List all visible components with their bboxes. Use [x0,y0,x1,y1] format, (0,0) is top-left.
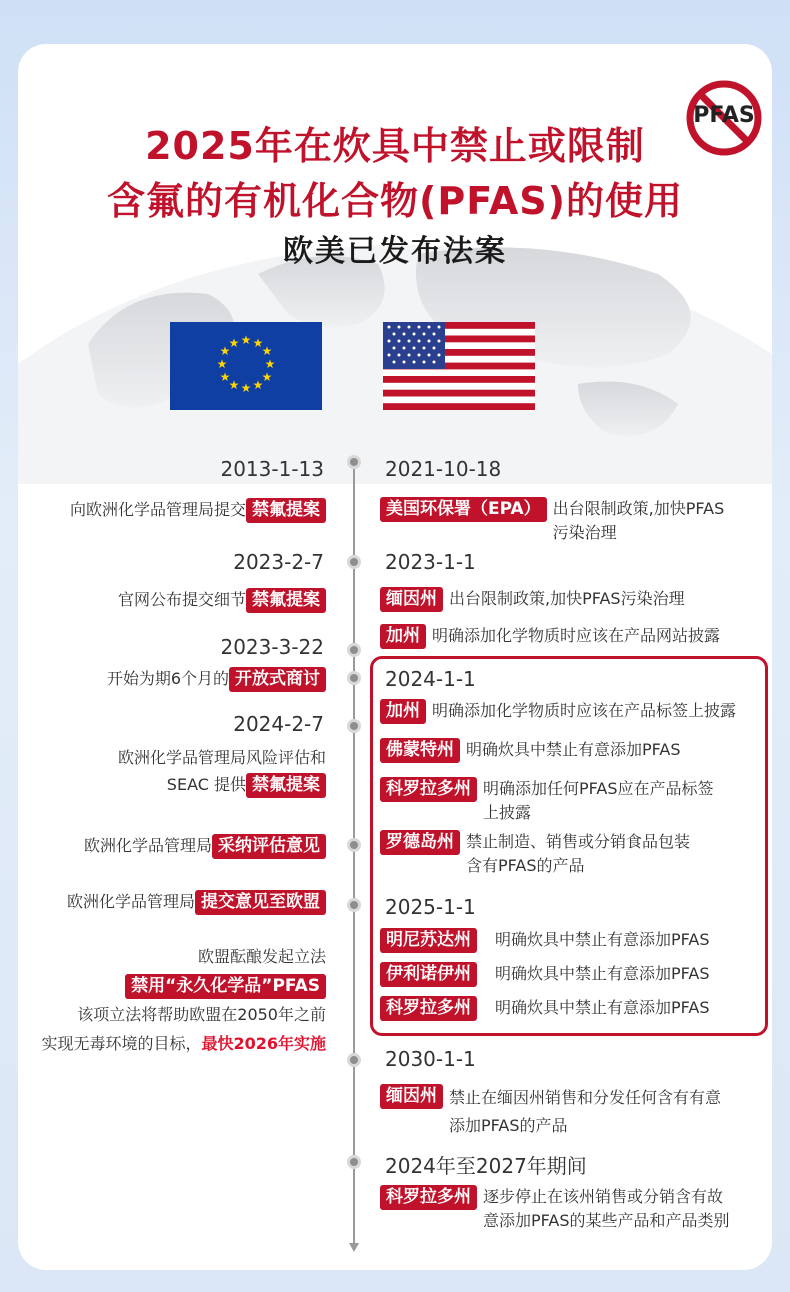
us-event-text: 上披露 [483,803,532,822]
eu-date: 2023-3-22 [220,635,324,659]
us-event-text: 逐步停止在该州销售或分销含有故 [483,1187,724,1206]
timeline-dot [347,643,361,657]
us-date: 2023-1-1 [385,550,476,574]
us-event-text: 禁止制造、销售或分销食品包装 [466,832,691,851]
eu-event-text: SEAC 提供 [166,775,246,794]
timeline-dot [347,898,361,912]
us-event-text: 明确添加任何PFAS应在产品标签 [483,779,714,798]
us-event-text: 添加PFAS的产品 [449,1116,568,1135]
us-event-tag: 缅因州 [380,587,443,612]
pfas-badge-text: PFAS [693,103,755,128]
eu-event-text: 实现无毒环境的目标， [41,1034,202,1053]
us-event [380,497,724,545]
us-event [380,1084,721,1140]
svg-text:★: ★ [228,336,240,350]
svg-text:★: ★ [219,370,231,384]
us-event [380,777,714,825]
eu-event [41,942,326,1058]
eu-event-tag: 采纳评估意见 [212,834,326,859]
svg-text:★: ★ [261,370,273,384]
eu-event-text: 向欧洲化学品管理局提交 [69,500,246,519]
eu-date: 2023-2-7 [233,550,324,574]
us-event-tag: 加州 [380,624,426,649]
eu-event [118,586,326,613]
svg-text:★: ★ [240,333,252,347]
eu-event-tag: 禁氟提案 [246,588,326,613]
timeline-dot [347,719,361,733]
timeline-dot [347,455,361,469]
us-event [380,962,710,987]
timeline-arrow-icon [349,1243,359,1252]
us-event-tag: 科罗拉多州 [380,996,477,1021]
us-event-tag: 伊利诺伊州 [380,962,477,987]
us-event [380,928,710,953]
eu-event-tag: 禁氟提案 [246,498,326,523]
title-line-1: 2025年在炊具中禁止或限制 [145,124,645,168]
us-event [380,699,736,724]
us-date: 2024年至2027年期间 [385,1154,587,1178]
us-event-tag: 佛蒙特州 [380,738,460,763]
svg-text:★: ★ [216,357,228,371]
us-event-text: 意添加PFAS的某些产品和产品类别 [483,1211,730,1230]
title-line-2: 含氟的有机化合物(PFAS)的使用 [107,179,683,223]
us-date: 2030-1-1 [385,1047,476,1071]
us-event-text: 明确炊具中禁止有意添加PFAS [495,930,710,949]
eu-date: 2024-2-7 [233,712,324,736]
svg-text:★: ★ [228,378,240,392]
eu-event-tag: 开放式商讨 [229,667,326,692]
us-date: 2024-1-1 [385,667,476,691]
us-event-tag: 科罗拉多州 [380,1185,477,1210]
us-event-text: 含有PFAS的产品 [466,856,585,875]
svg-text:★: ★ [240,381,252,395]
svg-text:★: ★ [219,344,231,358]
us-event-text: 出台限制政策,加快PFAS [552,499,725,518]
us-event [380,830,690,878]
us-event-text: 禁止在缅因州销售和分发任何含有有意 [449,1088,722,1107]
eu-event-text: 欧洲化学品管理局 [66,892,195,911]
timeline-dot [347,555,361,569]
timeline-dot [347,1053,361,1067]
us-event-tag: 加州 [380,699,426,724]
subtitle: 欧美已发布法案 [283,234,507,269]
eu-event-highlight: 最快2026年实施 [201,1034,326,1053]
svg-text:★: ★ [264,357,276,371]
svg-text:★: ★ [252,336,264,350]
eu-event [118,744,326,798]
eu-event-text: 欧洲化学品管理局风险评估和 [117,748,326,767]
us-event [380,1185,730,1233]
timeline-dot [347,1155,361,1169]
us-event [380,738,681,763]
us-event-tag: 罗德岛州 [380,830,460,855]
eu-flag [170,322,322,410]
us-event-text: 明确炊具中禁止有意添加PFAS [466,740,681,759]
us-event-text: 明确添加化学物质时应该在产品网站披露 [432,626,721,645]
us-date: 2021-10-18 [385,457,502,481]
us-event [380,996,710,1021]
eu-event-text: 官网公布提交细节 [117,590,246,609]
eu-event-text: 欧洲化学品管理局 [83,836,212,855]
no-pfas-badge [684,78,764,158]
timeline-dot [347,838,361,852]
us-event-text: 明确添加化学物质时应该在产品标签上披露 [432,701,737,720]
eu-event-text: 开始为期6个月的 [106,669,229,688]
eu-event [70,496,326,523]
us-event-text: 明确炊具中禁止有意添加PFAS [495,964,710,983]
us-event-tag: 美国环保署（EPA） [380,497,547,522]
us-flag [383,322,535,410]
us-event-tag: 缅因州 [380,1084,443,1109]
us-event-tag: 明尼苏达州 [380,928,477,953]
svg-text:★: ★ [261,344,273,358]
svg-text:★: ★ [252,378,264,392]
eu-event [67,888,326,915]
us-event-text: 出台限制政策,加快PFAS污染治理 [449,589,685,608]
us-event-text: 污染治理 [552,523,617,542]
us-event [380,587,685,612]
eu-event-tag: 禁用“永久化学品”PFAS [125,974,326,999]
eu-event-tag: 禁氟提案 [246,773,326,798]
eu-event-text: 欧盟酝酿发起立法 [197,947,326,966]
eu-date: 2013-1-13 [220,457,324,481]
timeline-dot [347,671,361,685]
eu-event [107,665,326,692]
us-event-text: 明确炊具中禁止有意添加PFAS [495,998,710,1017]
us-event [380,624,720,649]
eu-event-text: 该项立法将帮助欧盟在2050年之前 [77,1005,326,1024]
us-event-tag: 科罗拉多州 [380,777,477,802]
us-date: 2025-1-1 [385,895,476,919]
eu-event [84,832,326,859]
eu-event-tag: 提交意见至欧盟 [195,890,326,915]
